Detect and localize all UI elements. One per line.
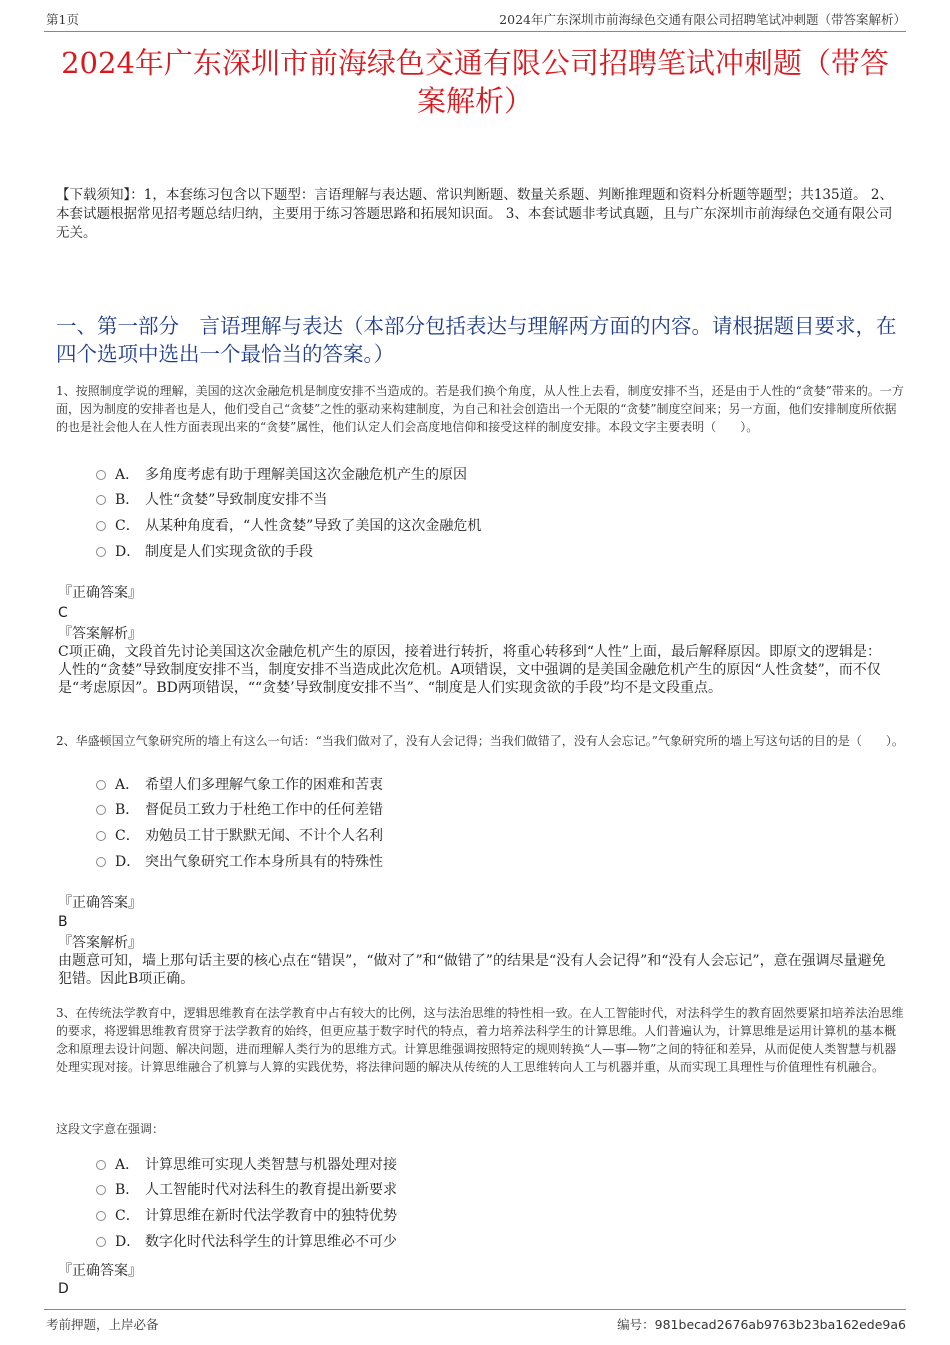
question-1-answer: C	[58, 605, 68, 621]
question-1-stem: 1、按照制度学说的理解，美国的这次金融危机是制度安排不当造成的。若是我们换个角度，从人性上去看，制度安排不当，还是由于人性的“贪婪”带来的。一方面，因为制度的安排者也是人，他们受自己“贪婪”之性的驱动来构建制度，为自己和社会创造出一个无限的“贪婪”制度空间来；另一方面，他们安排制度所依据的也是社会他人在人性方面表现出来的“贪婪”属性，他们认定人们会高度地信仰和接受这样的制度安排。本段文字主要表明（ ）。	[56, 384, 904, 434]
option-text: 突出气象研究工作本身所具有的特殊性	[145, 854, 383, 870]
question-2-analysis-label: 『答案解析』	[58, 935, 142, 951]
page-number: 第1页	[46, 12, 79, 27]
option-letter: D．	[115, 544, 141, 560]
question-2-stem: 2、华盛顿国立气象研究所的墙上有这么一句话：“当我们做对了，没有人会记得；当我们做错了，没有人会忘记。”气象研究所的墙上写这句话的目的是（ ）。	[56, 734, 904, 748]
footer-code	[617, 1315, 906, 1333]
option-letter: C．	[115, 1208, 140, 1224]
option-text: 劝勉员工甘于默默无闻、不计个人名利	[145, 828, 383, 844]
option-letter: C．	[115, 518, 140, 534]
header-divider	[44, 31, 906, 32]
question-3-option-c[interactable]	[96, 1207, 397, 1225]
download-notice: 【下载须知】：1，本套练习包含以下题型：言语理解与表达题、常识判断题、数量关系题、判断推理题和资料分析题等题型；共135道。 2、本套试题根据常见招考题总结归纳，主要用于练习答题思路和拓展知识面。 3、本套试题非考试真题，且与广东深圳市前海绿色交通有限公司无关。	[56, 187, 893, 241]
header-doc-title: 2024年广东深圳市前海绿色交通有限公司招聘笔试冲刺题（带答案解析）	[499, 12, 906, 27]
question-1-analysis-label: 『答案解析』	[58, 626, 142, 642]
question-2-analysis: 由题意可知，墙上那句话主要的核心点在“错误”，“做对了”和“做错了”的结果是“没有人会记得”和“没有人会忘记”，意在强调尽量避免犯错。因此B项正确。	[58, 953, 886, 987]
radio-icon[interactable]	[96, 1185, 106, 1195]
question-3-option-d[interactable]	[96, 1233, 397, 1251]
footer-divider	[44, 1309, 906, 1310]
radio-icon[interactable]	[96, 780, 106, 790]
option-letter: D．	[115, 1234, 141, 1250]
question-3-option-a[interactable]	[96, 1156, 397, 1174]
option-text: 人工智能时代对法科生的教育提出新要求	[145, 1182, 397, 1198]
radio-icon[interactable]	[96, 1160, 106, 1170]
option-letter: C．	[115, 828, 140, 844]
radio-icon[interactable]	[96, 521, 106, 531]
question-2-option-c[interactable]	[96, 827, 383, 845]
option-letter: B．	[115, 492, 140, 508]
question-2-option-b[interactable]	[96, 801, 383, 819]
question-3-stem: 3、在传统法学教育中，逻辑思维教育在法学教育中占有较大的比例，这与法治思维的特性相一致。在人工智能时代，对法科学生的教育固然要紧扣培养法治思维的要求，将逻辑思维教育贯穿于法学教育的始终，但更应基于数字时代的特点，着力培养法科学生的计算思维。人们普遍认为，计算思维是运用计算机的基本概念和原理去设计问题、解决问题，进而理解人类行为的思维方式。计算思维强调按照特定的规则转换“人—事—物”之间的特征和差异，从而促使人类智慧与机器处理实现对接。计算思维融合了机算与人算的实践优势，将法律问题的解决从传统的人工思维转向人工与机器并重，从而实现工具理性与价值理性有机融合。	[56, 1006, 904, 1074]
question-1-option-c[interactable]	[96, 517, 481, 535]
footer-code-value: 981becad2676ab9763b23ba162ede9a6	[654, 1317, 906, 1332]
option-text: 计算思维可实现人类智慧与机器处理对接	[145, 1157, 397, 1173]
question-2-option-a[interactable]	[96, 776, 383, 794]
question-1-analysis: C项正确，文段首先讨论美国这次金融危机产生的原因，接着进行转折，将重心转移到“人性”上面，最后解释原因。即原文的逻辑是：人性的“贪婪”导致制度安排不当，制度安排不当造成此次危机。A项错误，文中强调的是美国金融危机产生的原因“人性贪婪”，而不仅是“考虑原因”。BD两项错误，““贪婪’导致制度安排不当”、“制度是人们实现贪欲的手段”均不是文段重点。	[58, 644, 882, 696]
section-heading: 一、第一部分 言语理解与表达（本部分包括表达与理解两方面的内容。请根据题目要求，在四个选项中选出一个最恰当的答案。）	[56, 314, 897, 366]
footer-slogan: 考前押题，上岸必备	[46, 1317, 159, 1332]
question-1-option-d[interactable]	[96, 543, 313, 561]
option-text: 制度是人们实现贪欲的手段	[145, 544, 313, 560]
question-3-option-b[interactable]	[96, 1181, 397, 1199]
option-letter: A．	[115, 1157, 140, 1173]
option-text: 多角度考虑有助于理解美国这次金融危机产生的原因	[145, 467, 467, 483]
footer-code-label: 编号：	[617, 1317, 655, 1332]
option-letter: A．	[115, 467, 140, 483]
radio-icon[interactable]	[96, 495, 106, 505]
question-3-prompt: 这段文字意在强调：	[56, 1122, 165, 1136]
option-letter: B．	[115, 802, 140, 818]
question-3-answer-label: 『正确答案』	[58, 1263, 142, 1279]
option-letter: A．	[115, 777, 140, 793]
radio-icon[interactable]	[96, 805, 106, 815]
question-2-answer: B	[58, 914, 68, 930]
option-letter: B．	[115, 1182, 140, 1198]
radio-icon[interactable]	[96, 1211, 106, 1221]
option-letter: D．	[115, 854, 141, 870]
option-text: 人性“贪婪”导致制度安排不当	[145, 492, 328, 508]
radio-icon[interactable]	[96, 831, 106, 841]
option-text: 督促员工致力于杜绝工作中的任何差错	[145, 802, 383, 818]
question-1-option-b[interactable]	[96, 491, 327, 509]
question-1-answer-label: 『正确答案』	[58, 585, 142, 601]
question-2-answer-label: 『正确答案』	[58, 895, 142, 911]
option-text: 希望人们多理解气象工作的困难和苦衷	[145, 777, 383, 793]
question-1-option-a[interactable]	[96, 466, 467, 484]
radio-icon[interactable]	[96, 547, 106, 557]
option-text: 计算思维在新时代法学教育中的独特优势	[145, 1208, 397, 1224]
radio-icon[interactable]	[96, 470, 106, 480]
question-3-answer: D	[58, 1281, 69, 1297]
document-title: 2024年广东深圳市前海绿色交通有限公司招聘笔试冲刺题（带答案解析）	[61, 46, 889, 118]
question-2-option-d[interactable]	[96, 853, 383, 871]
radio-icon[interactable]	[96, 1237, 106, 1247]
option-text: 从某种角度看，“人性贪婪”导致了美国的这次金融危机	[145, 518, 482, 534]
option-text: 数字化时代法科学生的计算思维必不可少	[145, 1234, 397, 1250]
radio-icon[interactable]	[96, 857, 106, 867]
